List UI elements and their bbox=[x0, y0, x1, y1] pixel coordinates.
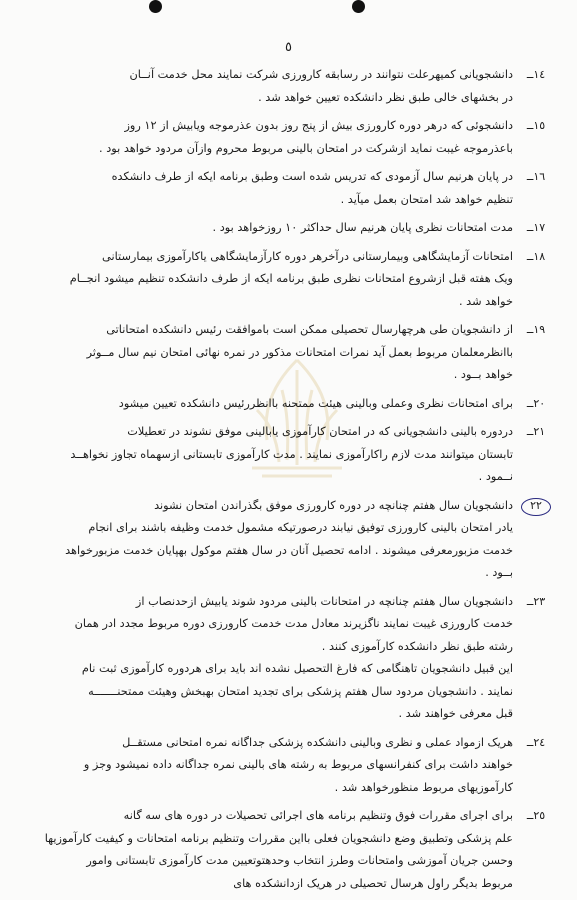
text-line: تابستان میتوانند مدت لازم راکارآموزی نمایند . مدت کارآموزی تابستانی ازسهماه تجاوز نخواهــد bbox=[70, 447, 513, 461]
text-line: در بخشهای خالی طبق نظر دانشکده تعیین خواهد شد . bbox=[258, 90, 513, 104]
article-item bbox=[30, 217, 555, 240]
text-line: کارآموزیهای مربوط منظورخواهد شد . bbox=[334, 780, 513, 794]
article-text bbox=[30, 393, 513, 416]
text-line: مدت امتحانات نظری پایان هرنیم سال حداکثر ۱۰ روزخواهد بود . bbox=[212, 221, 513, 234]
article-item bbox=[30, 115, 555, 160]
text-line: از دانشجویان طی هرچهارسال تحصیلی ممکن است باموافقت رئیس دانشکده امتحاناتی bbox=[106, 323, 513, 336]
text-line: نــمود . bbox=[478, 470, 513, 483]
text-line: نمایند . دانشجویان مردود سال هفتم پزشکی برای تجدید امتحان بهبخش وهیئت ممتحنـــــــه bbox=[88, 684, 513, 698]
article-text bbox=[30, 246, 513, 314]
article-text bbox=[30, 217, 513, 240]
text-line: رشته طبق نظر دانشکده کارآموزی کنند . bbox=[321, 639, 513, 653]
article-number: ٢٢ bbox=[515, 495, 557, 518]
article-number: ٢١ــ bbox=[526, 425, 546, 438]
article-text bbox=[30, 166, 513, 211]
page-number: ٥ bbox=[285, 40, 292, 55]
text-line: برای امتحانات نظری وعملی وبالینی هیئت ممتحنه باانظررئیس دانشکده تعیین میشود bbox=[118, 396, 513, 410]
article-item bbox=[30, 64, 555, 109]
text-line: خدمت مزبورمعرفی میشوند . ادامه تحصیل آنان در سال هفتم موکول بهپایان خدمت مزبورخواهد bbox=[65, 543, 513, 557]
text-line: خدمت کارورزی غیبت نمایند ناگزیرند معادل مدت خدمت کارورزی دوره مربوط مجدد ادر همان bbox=[74, 617, 513, 630]
article-item bbox=[30, 319, 555, 387]
text-line: خواهد بــود . bbox=[453, 368, 513, 381]
article-item bbox=[30, 246, 555, 314]
article-number: ١٥ــ bbox=[526, 119, 546, 132]
article-number: ٢٤ــ bbox=[526, 735, 546, 749]
article-text bbox=[30, 115, 513, 160]
text-line: این قبیل دانشجویان تاهنگامی که فارغ التحصیل نشده اند باید برای هردوره کارآموزی ثبت نام bbox=[81, 662, 513, 675]
text-line: یادر امتحان بالینی کارورزی توفیق نیابند درصورتیکه مشمول خدمت وظیفه باشند برای انجام bbox=[88, 521, 513, 534]
text-line: دانشجوئی که درهر دوره کارورزی بیش از پنج روز بدون عذرموجه ویابیش از ۱۲ روز bbox=[124, 119, 513, 132]
article-item bbox=[30, 495, 555, 585]
article-item bbox=[30, 805, 555, 895]
text-line: تنظیم خواهد شد امتحان بعمل میآید . bbox=[340, 192, 513, 206]
article-number: ١٤ــ bbox=[526, 68, 546, 81]
text-line: مربوط بدیگر راول هرسال تحصیلی در هریک ازدانشکده های bbox=[233, 876, 513, 890]
article-text bbox=[30, 319, 513, 387]
article-text bbox=[30, 591, 513, 726]
article-number: ٢٣ــ bbox=[526, 594, 546, 608]
article-text bbox=[30, 64, 513, 109]
text-line: خواهند داشت برای کنفرانسهای مربوط به رشته های بالینی نمره جداگانه داده نمیشود وجز و bbox=[83, 758, 513, 771]
text-line: وحسن جریان آموزشی وامتحانات وطرز انتخاب وحدهتوتعیین مدت کارآموزی تابستانی وامور bbox=[86, 854, 513, 867]
text-line: باانظرمعلمان مربوط بعمل آید نمرات امتحانات مذکور در نمره نهائی امتحان نیم سال مــوثر bbox=[86, 345, 513, 359]
article-text bbox=[30, 805, 513, 895]
article-text bbox=[30, 421, 513, 489]
text-line: قبل معرفی خواهند شد . bbox=[398, 707, 513, 720]
text-line: خواهد شد . bbox=[458, 294, 513, 308]
text-line: هریک ازمواد عملی و نظری وبالینی دانشکده پزشکی جداگانه نمره امتحانی مستقــل bbox=[122, 735, 513, 749]
text-line: دانشجویانی کمیهرعلت نتوانند در رسابقه کارورزی شرکت نمایند محل خدمت آنــان bbox=[129, 68, 513, 81]
text-line: ویک هفته قبل ازشروع امتحانات نظری طبق برنامه ایکه از طرف دانشکده تنظیم میشود انجــام bbox=[69, 272, 513, 285]
article-item bbox=[30, 421, 555, 489]
article-number: ١٦ــ bbox=[526, 170, 546, 183]
text-line: در پایان هرنیم سال آزمودی که تدریس شده است وطبق برنامه ایکه از طرف دانشکده bbox=[111, 170, 513, 183]
article-text bbox=[30, 495, 513, 585]
text-line: علم پزشکی وتطبیق وضع دانشجویان فعلی بااین مقررات وتنظیم برنامه امتحانات و کیفیت کارآموزیها bbox=[44, 831, 513, 845]
article-item bbox=[30, 393, 555, 416]
text-line: دانشجویان سال هفتم چنانچه در امتحانات بالینی مردود شوند یابیش ازحدنصاب از bbox=[135, 594, 513, 608]
text-line: دردوره بالینی دانشجویانی که در امتحان کارآموزی یابالینی موفق نشوند در تعطیلات bbox=[127, 425, 513, 438]
text-line: امتحانات آزمایشگاهی وبیمارستانی درآخرهر دوره کارآزمایشگاهی یاکارآموزی بیمارستانی bbox=[102, 249, 513, 263]
text-line: باعذرموجه غیبت نماید ازشرکت در امتحان بالینی مربوط محروم وازآن مردود خواهد بود . bbox=[99, 141, 513, 155]
punch-hole bbox=[149, 0, 162, 13]
article-number: ١٨ــ bbox=[526, 249, 546, 263]
punch-hole bbox=[352, 0, 365, 13]
article-number: ٢٥ــ bbox=[526, 809, 546, 822]
articles-list bbox=[30, 64, 555, 901]
text-line: بــود . bbox=[485, 566, 513, 579]
text-line: برای اجرای مقررات فوق وتنظیم برنامه های اجرائی تحصیلات در دوره های سه گانه bbox=[123, 809, 513, 822]
article-number: ١٩ــ bbox=[526, 323, 546, 336]
article-text bbox=[30, 732, 513, 800]
article-item bbox=[30, 591, 555, 726]
article-item bbox=[30, 166, 555, 211]
text-line: دانشجویان سال هفتم چنانچه در دوره کارورزی موفق بگذراندن امتحان نشوند bbox=[154, 498, 513, 512]
article-item bbox=[30, 732, 555, 800]
article-number: ٢٠ــ bbox=[526, 396, 546, 410]
article-number: ١٧ــ bbox=[526, 221, 546, 234]
